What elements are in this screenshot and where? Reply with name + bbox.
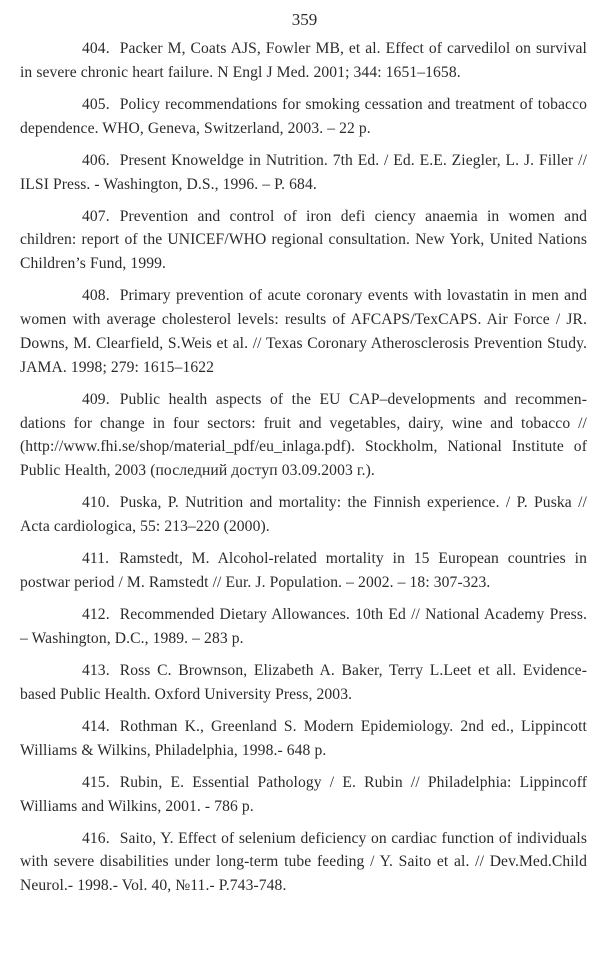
reference-number: 408.	[82, 287, 110, 305]
reference-text: Packer M, Coats AJS, Fowler MB, et al. Effect of carvedilol on survival in severe chronic heart failure. N Engl J Med. 2001; 344: 1651–1658.	[20, 40, 587, 81]
reference-item	[20, 771, 587, 819]
reference-text: Rubin, E. Essential Pathology / E. Rubin // Philadelphia: Lippincoff Williams and Wilkins, 2001. - 786 p.	[20, 773, 587, 815]
reference-number: 407.	[82, 207, 110, 225]
reference-text: Puska, P. Nutrition and mortality: the Finnish experience. / P. Puska // Acta cardiologica, 55: 213–220 (2000).	[20, 494, 587, 536]
reference-number: 413.	[82, 662, 110, 679]
reference-text: Ross C. Brownson, Elizabeth A. Baker, Terry L.Leet et all. Evidence-based Public Health. Oxford University Press, 2003.	[20, 662, 587, 703]
reference-number: 406.	[82, 151, 110, 169]
reference-item	[20, 603, 587, 651]
reference-item	[20, 491, 587, 539]
reference-item	[20, 284, 587, 379]
reference-item	[20, 659, 587, 707]
reference-text: Rothman K., Greenland S. Modern Epidemiology. 2nd ed., Lippincott Williams & Wilkins, Philadelphia, 1998.- 648 p.	[20, 717, 587, 759]
reference-number: 416.	[82, 829, 110, 847]
reference-text: Public health aspects of the EU CAP–developments and recommen-dations for change in four sectors: fruit and vegetables, dairy, wine and tobacco // (http://www.fhi.se/shop/material_pdf/eu_inlaga.pdf). Stockholm, National Institute of Public Health, 2003 (последний доступ 03.09.2003 г.).	[20, 390, 587, 480]
page-number: 359	[291, 10, 318, 29]
reference-text: Recommended Dietary Allowances. 10th Ed // National Academy Press. – Washington, D.C., 1989. – 283 p.	[20, 606, 587, 647]
reference-number: 412.	[82, 606, 110, 624]
reference-item	[20, 715, 587, 763]
reference-number: 405.	[82, 95, 110, 113]
reference-item	[20, 547, 587, 595]
reference-number: 409.	[82, 390, 110, 408]
reference-text: Ramstedt, M. Alcohol-related mortality in 15 European countries in postwar period / M. Ramstedt // Eur. J. Population. – 2002. – 18: 307-323.	[20, 550, 587, 592]
reference-text: Saito, Y. Effect of selenium deficiency on cardiac function of individuals with severe disabilities under long-term tube feeding / Y. Saito et al. // Dev.Med.Child Neurol.- 1998.- Vol. 40, №11.- P.743-748.	[20, 829, 587, 895]
reference-item	[20, 93, 587, 141]
reference-text: Primary prevention of acute coronary events with lovastatin in men and women with average cholesterol levels: results of AFCAPS/TexCAPS. Air Force / JR. Downs, M. Clearfield, S.Weis et al. // Texas Coronary Atherosclerosis Prevention Study. JAMA. 1998; 279: 1615–1622	[20, 287, 587, 376]
reference-text: Policy recommendations for smoking cessation and treatment of tobacco dependence. WHO, Geneva, Switzerland, 2003. – 22 p.	[20, 95, 587, 137]
reference-number: 411.	[82, 550, 110, 568]
reference-number: 415.	[82, 773, 110, 791]
reference-text: Prevention and control of iron defi ciency anaemia in women and children: report of the UNICEF/WHO regional consultation. New York, United Nations Children’s Fund, 1999.	[20, 207, 587, 273]
reference-item	[20, 149, 587, 197]
reference-number: 414.	[82, 717, 110, 735]
reference-item	[20, 388, 587, 483]
reference-number: 404.	[82, 40, 110, 57]
reference-item	[20, 205, 587, 276]
reference-list	[20, 37, 587, 906]
reference-text: Present Knoweldge in Nutrition. 7th Ed. / Ed. E.E. Ziegler, L. J. Filler // ILSI Press. - Washington, D.S., 1996. – P. 684.	[20, 151, 587, 193]
reference-item	[20, 827, 587, 898]
reference-number: 410.	[82, 494, 110, 512]
reference-item	[20, 37, 587, 85]
